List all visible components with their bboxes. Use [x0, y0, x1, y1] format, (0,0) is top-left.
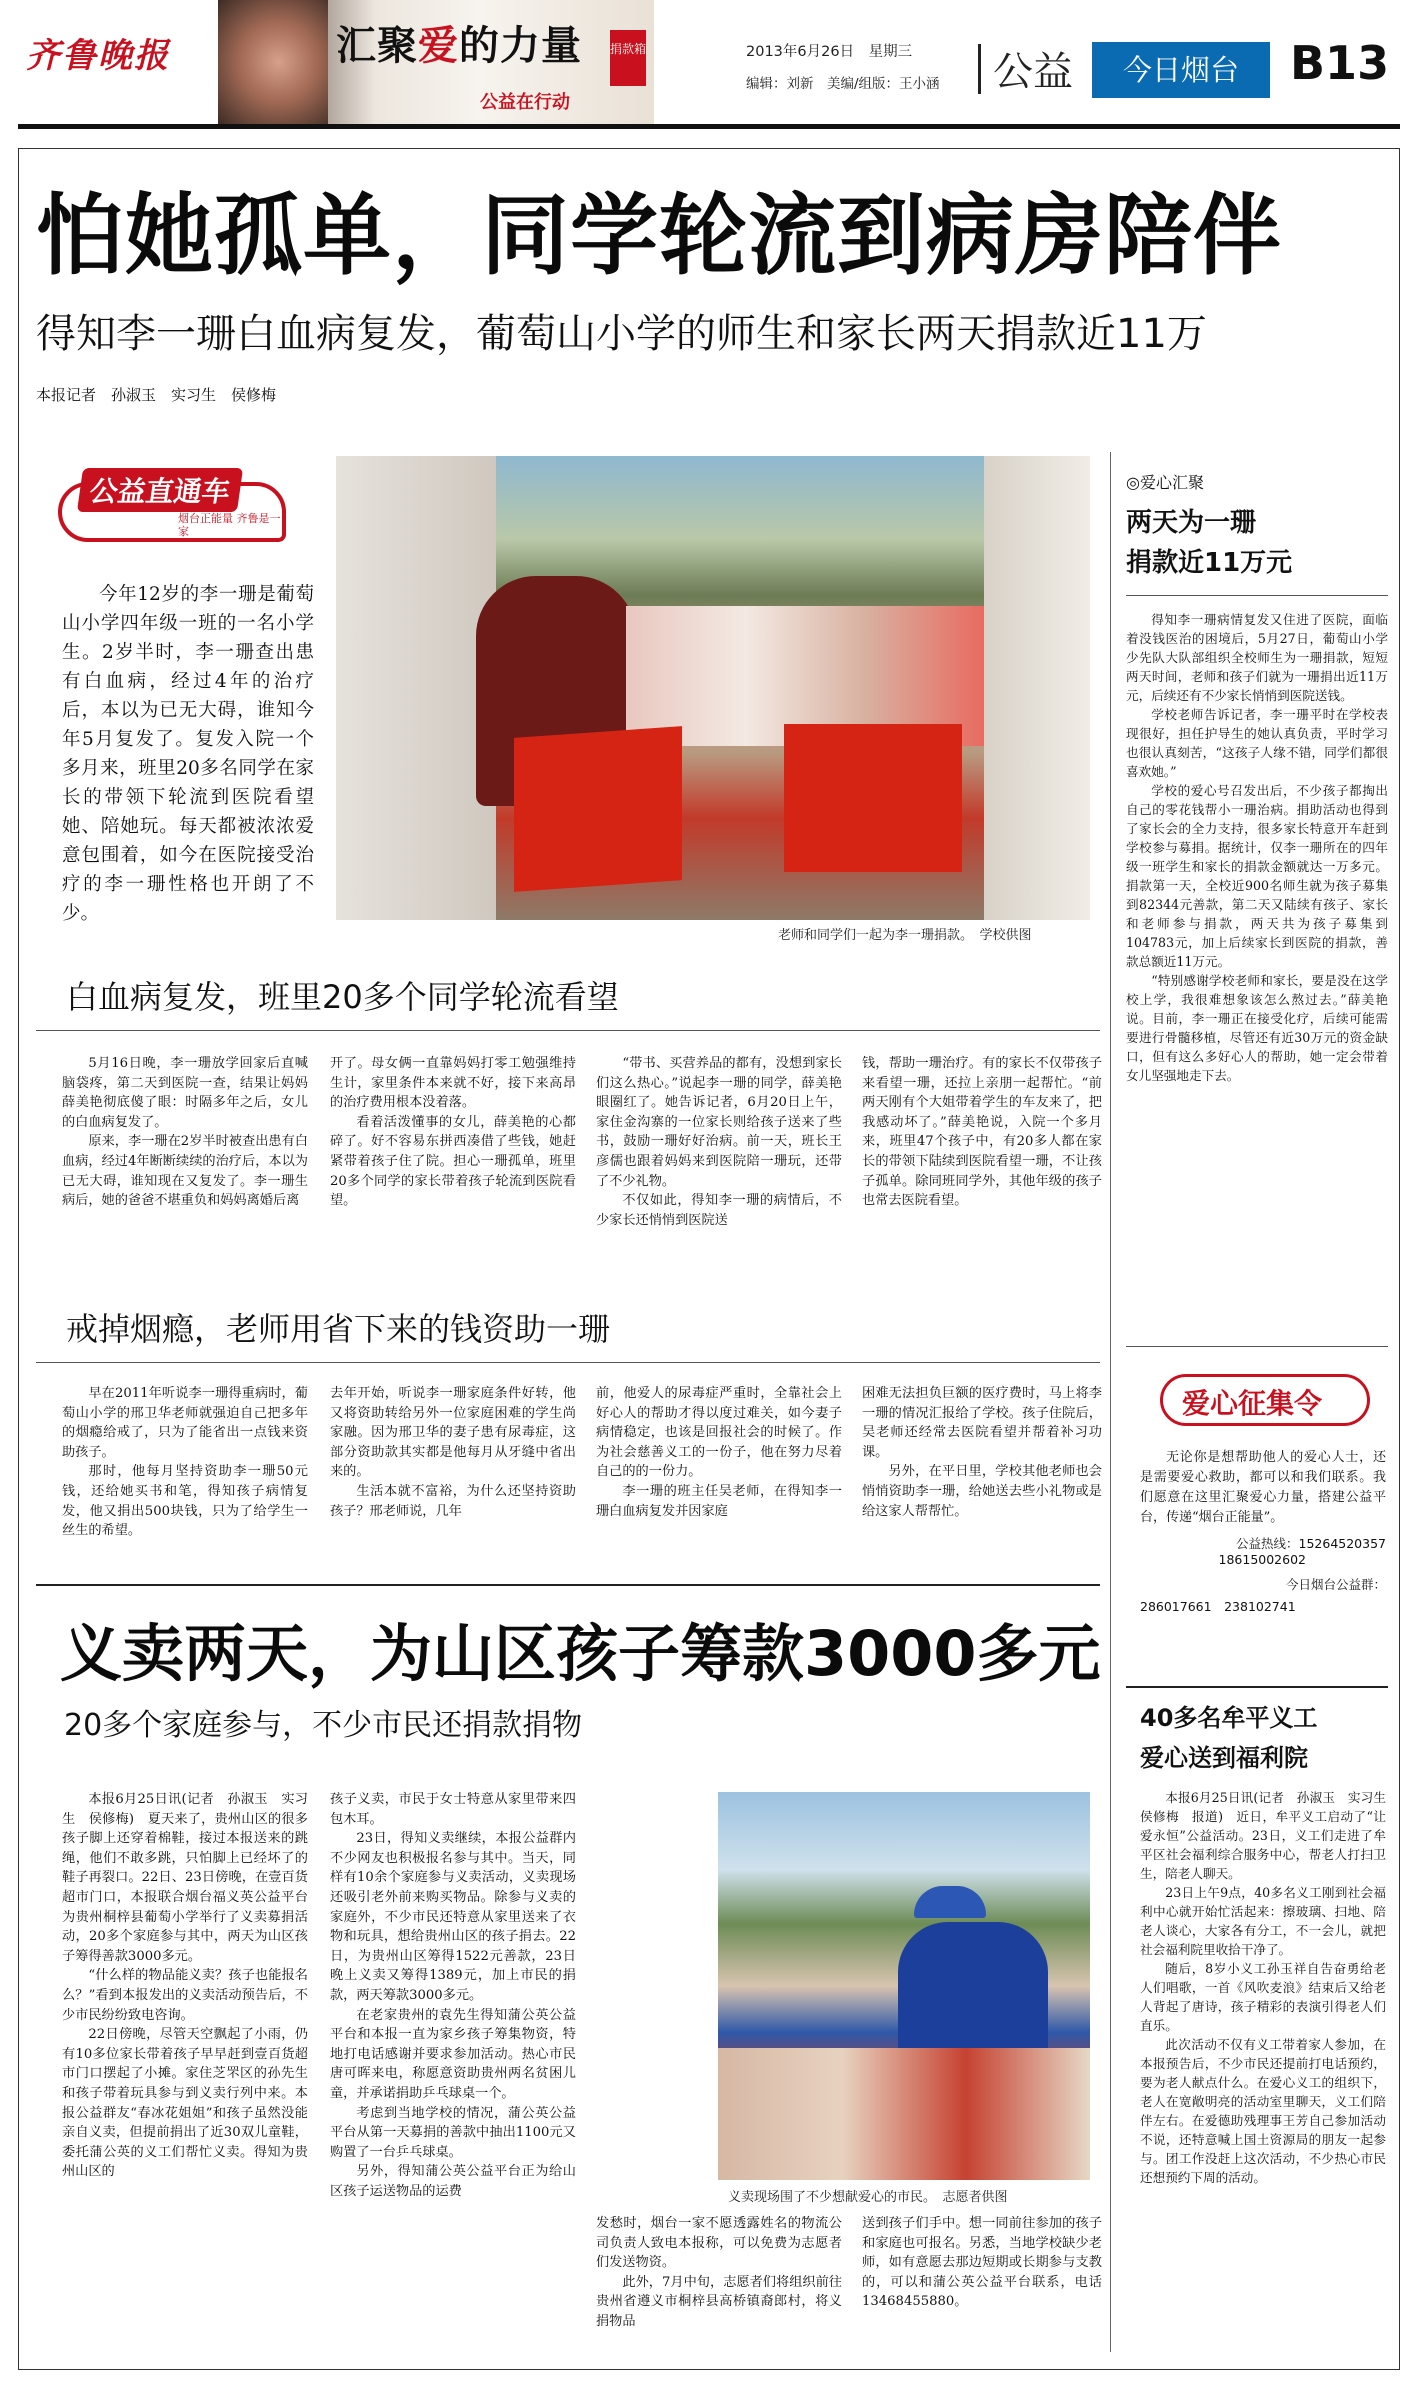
column-logo: [58, 468, 290, 560]
sidebar-bottom: [1140, 1698, 1399, 2328]
sidebar-body: [1126, 610, 1388, 1345]
lead-byline: 本报记者 孙淑玉 实习生 侯修梅: [36, 386, 277, 404]
paragraph: 那时，他每月坚持资助李一珊50元钱，还给她买书和笔，得知孩子病情复发，他又捐出500块钱，只为了给学生一丝生的希望。: [62, 1464, 308, 1539]
banner-image: [218, 0, 654, 124]
photo-sale-table: [718, 2048, 1090, 2180]
sidebar-title: 两天为一珊: [1126, 508, 1257, 538]
paragraph: 5月16日晚，李一珊放学回家后直喊脑袋疼，第二天到医院一查，结果让妈妈薛美艳彻底傻了眼：时隔多年之后，女儿的白血病复发了。: [62, 1056, 308, 1130]
article-column: [62, 1790, 308, 2350]
logo-slogan: 烟台正能量 齐鲁是一家: [178, 512, 281, 538]
article-column: [596, 1054, 842, 1334]
banner-child-photo: [218, 0, 328, 124]
paragraph: 早在2011年听说李一珊得重病时，葡萄山小学的邢卫华老师就强迫自己把多年的烟瘾给戒了，只为了能省出一点钱来资助孩子。: [62, 1386, 308, 1460]
header-rule: [18, 124, 1400, 129]
sidebar-body: [1140, 1788, 1399, 2328]
article-column: [62, 1384, 308, 1564]
paragraph: 22日傍晚，尽管天空飘起了小雨，仍有10多位家长带着孩子早早赶到壹百货超市门口摆起了小摊。家住芝罘区的孙先生和孩子带着玩具参与到义卖行列中来。本报公益群友“春冰花姐姐”和孩子虽然没能亲自义卖，但提前捐出了近30双儿童鞋，委托蒲公英的义工们帮忙义卖。得知为贵州山区的: [62, 2027, 308, 2180]
masthead-logo: 齐鲁晚报: [26, 36, 170, 76]
photo-caption: 老师和同学们一起为李一珊捐款。 学校供图: [778, 928, 1032, 943]
paragraph: 发愁时，烟台一家不愿透露姓名的物流公司负责人致电本报称，可以免费为志愿者们发送物资。: [596, 2216, 842, 2271]
subhead-rule: [36, 1362, 1100, 1363]
lead-subheadline: 得知李一珊白血病复发，葡萄山小学的师生和家长两天捐款近11万: [36, 311, 1207, 357]
paragraph: 另外，得知蒲公英公益平台正为给山区孩子运送物品的运费: [330, 2164, 576, 2199]
article-column: [330, 1054, 576, 1334]
paragraph: 不仅如此，得知李一珊的病情后，不少家长还悄悄到医院送: [596, 1193, 842, 1228]
paragraph: 此次活动不仅有义工带着家人参加，在本报预告后，不少市民还提前打电话预约，要为老人献点什么。在爱心义工的组织下，老人在宽敞明亮的活动室里聊天，义工们陪伴左右。在爱德助残理事王芳自己参加活动不说，还特意喊上国土资源局的朋友一起参与。团工作没赶上这次活动，不少热心市民还想预约下周的活动。: [1140, 2037, 1386, 2185]
sidebar-label: ◎爱心汇聚: [1126, 473, 1204, 492]
banner-title: [336, 14, 582, 71]
charity-sale-photo: [718, 1792, 1090, 2180]
section-subhead: 戒掉烟瘾，老师用省下来的钱资助一珊: [66, 1310, 611, 1348]
paragraph: 困难无法担负巨额的医疗费时，马上将李一珊的情况汇报给了学校。孩子住院后，吴老师还经常去医院看望并帮着补习功课。: [862, 1386, 1102, 1460]
second-subheadline: 20多个家庭参与，不少市民还捐款捐物: [64, 1708, 583, 1743]
photo-caption: 义卖现场围了不少想献爱心的市民。 志愿者供图: [728, 2190, 1008, 2205]
editor-credits: 编辑：刘新 美编/组版：王小涵: [746, 76, 940, 92]
banner-title-part: 汇聚: [336, 22, 418, 69]
sidebar-title: 捐款近11万元: [1126, 548, 1293, 578]
paragraph: 考虑到当地学校的情况，蒲公英公益平台从第一天募捐的善款中抽出1100元又购置了一台乒乓球桌。: [330, 2105, 576, 2160]
sidebar-title: 40多名牟平义工: [1140, 1704, 1318, 1732]
sidebar-divider: [1110, 452, 1111, 2352]
paragraph: “什么样的物品能义卖？孩子也能报名么？”看到本报发出的义卖活动预告后，不少市民纷纷致电咨询。: [62, 1968, 308, 2023]
lead-headline: 怕她孤单，同学轮流到病房陪伴: [36, 184, 1283, 287]
paragraph: 本报6月25日讯(记者 孙淑玉 实习生 侯修梅 报道) 近日，牟平义工启动了“让爱永恒”公益活动。23日，义工们走进了牟平区社会福利综合服务中心，帮老人打扫卫生，陪老人聊天。: [1140, 1790, 1399, 1881]
qq-number: 238102741: [1224, 1599, 1296, 1614]
article-column: [862, 2214, 1102, 2354]
article-column: [596, 1384, 842, 1564]
paragraph: 23日上午9点，40多名义工刚到社会福利中心就开始忙活起来：擦玻璃、扫地、陪老人谈心，大家各有分工，不一会儿，就把社会福利院里收拾干净了。: [1140, 1885, 1386, 1957]
story-divider: [36, 1584, 1100, 1586]
lead-intro: 今年12岁的李一珊是葡萄山小学四年级一班的一名小学生。2岁半时，李一珊查出患有白血病，经过4年的治疗后，本以为已无大碍，谁知今年5月复发了。复发入院一个多月来，班里20多名同学在家长的带领下轮流到医院看望她、陪她玩。每天都被浓浓爱意包围着，如今在医院接受治疗的李一珊性格也开朗了不少。: [62, 584, 314, 924]
banner-subtitle: 公益在行动: [480, 92, 570, 113]
section-name: 公益: [993, 49, 1073, 95]
article-column: [862, 1384, 1102, 1564]
paragraph: 学校的爱心号召发出后，不少孩子都掏出自己的零花钱帮小一珊治病。捐助活动也得到了家长会的全力支持，很多家长特意开车赶到学校参与募捐。据统计，仅李一珊所在的四年级一班学生和家长的捐款金额就达一万多元。捐款第一天，全校近900名师生就为孩子募集到82344元善款，第二天又陆续有孩子、家长和老师参与捐款，两天共为孩子募集到104783元，加上后续家长到医院的捐款，善款总额近11万元。: [1126, 783, 1388, 969]
paragraph: 送到孩子们手中。想一同前往参加的孩子和家庭也可报名。另悉，当地学校缺少老师，如有意愿去那边短期或长期参与支教的，可以和蒲公英公益平台联系，电话13468455880。: [862, 2216, 1102, 2310]
notice-badge: [1160, 1370, 1370, 1430]
section-subhead: 白血病复发，班里20多个同学轮流看望: [66, 978, 619, 1016]
article-column: [62, 1054, 308, 1334]
paragraph: 随后，8岁小义工孙玉祥自告奋勇给老人们唱歌，一首《风吹麦浪》结束后又给老人背起了唐诗，孩子精彩的表演引得老人们直乐。: [1140, 1961, 1386, 2033]
sidebar-rule: [1126, 1346, 1388, 1347]
hotline-number: 15264520357: [1298, 1536, 1386, 1551]
paragraph: 本报6月25日讯(记者 孙淑玉 实习生 侯修梅) 夏天来了，贵州山区的很多孩子脚上还穿着棉鞋，接过本报送来的跳绳，他们不敢多跳，只怕脚上已经坏了的鞋子再裂口。22日、23日傍晚，在壹百货超市门口，本报联合烟台福义英公益平台为贵州桐梓县葡萄小学举行了义卖募捐活动，20多个家庭参与其中，两天为山区孩子筹得善款3000多元。: [62, 1792, 308, 1964]
notice-title: 爱心征集令: [1182, 1387, 1323, 1420]
article-column: [862, 1054, 1102, 1334]
header-divider: [978, 44, 981, 94]
issue-date: 2013年6月26日 星期三: [746, 44, 913, 60]
paragraph: 李一珊的班主任吴老师，在得知李一珊白血病复发并因家庭: [596, 1483, 842, 1519]
hotline: [1140, 1534, 1386, 1552]
logo-title: 公益直通车: [77, 468, 243, 512]
photo-wall: [336, 456, 496, 920]
photo-railing: [984, 456, 1090, 920]
second-headline: 义卖两天，为山区孩子筹款3000多元: [60, 1617, 1101, 1690]
paragraph: “带书、买营养品的都有，没想到家长们这么热心。”说起李一珊的同学，薛美艳眼圈红了。她告诉记者，6月20日上午，家住金沟寨的一位家长则给孩子送来了些书，鼓励一珊好好治病。前一天，班长王彦儒也跟着妈妈来到医院陪一珊玩，还带了不少礼物。: [596, 1056, 842, 1189]
qq-number: 286017661: [1140, 1599, 1212, 1614]
sidebar-rule: [1126, 595, 1388, 596]
page-number: B13: [1290, 36, 1390, 90]
donation-box-icon: 捐款箱: [610, 30, 646, 86]
notice-body: [1140, 1448, 1386, 1615]
article-column: [330, 1384, 576, 1564]
paragraph: 此外，7月中旬，志愿者们将组织前往贵州省遵义市桐梓县高桥镇裔郎村，将义捐物品: [596, 2274, 842, 2329]
qq-group-label: 今日烟台公益群：: [1285, 1577, 1386, 1592]
photo-volunteer-cap: [914, 1886, 986, 1918]
sidebar-top: [1126, 470, 1388, 1345]
paragraph: 看着活泼懂事的女儿，薛美艳的心都碎了。好不容易东拼西凑借了些钱，她赶紧带着孩子住了院。担心一珊孤单，班里20多个同学的家长带着孩子轮流到医院看望。: [330, 1114, 576, 1209]
hotline-number: 18615002602: [1218, 1552, 1306, 1567]
paragraph: 生活本就不富裕，为什么还坚持资助孩子？邢老师说，几年: [330, 1483, 576, 1519]
donation-photo: [336, 456, 1090, 920]
paragraph: 前，他爱人的尿毒症严重时，全靠社会上好心人的帮助才得以度过难关，如今妻子病情稳定，也该是回报社会的时候了。作为社会慈善义工的一份子，他在努力尽着自己的的一份力。: [596, 1386, 842, 1480]
paragraph: 去年开始，听说李一珊家庭条件好转，他又将资助转给另外一位家庭困难的学生尚家融。因为邢卫华的妻子患有尿毒症，这部分资助款其实都是他每月从牙缝中省出来的。: [330, 1386, 576, 1480]
banner-title-love: 爱: [418, 22, 459, 69]
paragraph: 学校老师告诉记者，李一珊平时在学校表现很好，担任护导生的她认真负责，平时学习也很认真刻苦，“这孩子人缘不错，同学们都很喜欢她。”: [1126, 707, 1388, 779]
section-tag: 今日烟台: [1092, 42, 1270, 98]
photo-donation-box: [514, 726, 682, 892]
paragraph: 另外，在平日里，学校其他老师也会悄悄资助李一珊，给她送去些小礼物或是给这家人帮帮忙。: [862, 1464, 1102, 1519]
sidebar-title: 爱心送到福利院: [1140, 1744, 1308, 1772]
paragraph: 原来，李一珊在2岁半时被查出患有白血病，经过4年断断续续的治疗后，本以为已无大碍，谁知现在又复发了。李一珊生病后，她的爸爸不堪重负和妈妈离婚后离: [62, 1134, 308, 1209]
paragraph: 23日，得知义卖继续，本报公益群内不少网友也积极报名参与其中。当天，同样有10余个家庭参与义卖活动，义卖现场还吸引老外前来购买物品。除参与义卖的家庭外，不少市民还特意从家里送来了衣物和玩具，想给贵州山区的孩子捐去。22日，为贵州山区筹得1522元善款，23日晚上义卖又筹得1389元，加上市民的捐款，两天筹款3000多元。: [330, 1831, 576, 2003]
paragraph: “特别感谢学校老师和家长，要是没在这学校上学，我很难想象该怎么熬过去。”薛美艳说。目前，李一珊正在接受化疗，后续可能需要进行骨髓移植，尽管还有近30万元的资金缺口，但有这么多好心人的帮助，她一定会带着女儿坚强地走下去。: [1126, 973, 1388, 1083]
hotline-label: 公益热线：: [1236, 1536, 1299, 1551]
banner-title-part: 的力量: [459, 22, 582, 69]
notice-text: 无论你是想帮助他人的爱心人士，还是需要爱心救助，都可以和我们联系。我们愿意在这里汇聚爱心力量，搭建公益平台，传递“烟台正能量”。: [1140, 1450, 1386, 1525]
sidebar-rule: [1126, 1686, 1388, 1688]
qq-group-numbers: [1140, 1597, 1386, 1615]
article-column: [596, 2214, 842, 2354]
subhead-rule: [36, 1030, 1100, 1031]
paragraph: 得知李一珊病情复发又住进了医院，面临着没钱医治的困境后，5月27日，葡萄山小学少先队大队部组织全校师生为一珊捐款，短短两天时间，老师和孩子们就为一珊捐出近11万元，后续还有不少家长悄悄到医院送钱。: [1126, 612, 1388, 703]
photo-donation-box: [784, 724, 962, 872]
paragraph: 在老家贵州的袁先生得知蒲公英公益平台和本报一直为家乡孩子筹集物资，特地打电话感谢并要求参加活动。热心市民唐可晖来电，称愿意资助贵州两名贫困儿童，并承诺捐助乒乓球桌一个。: [330, 2007, 576, 2101]
paragraph: 孩子义卖，市民于女士特意从家里带来四包木耳。: [330, 1792, 576, 1827]
paragraph: 钱，帮助一珊治疗。有的家长不仅带孩子来看望一珊，还拉上亲朋一起帮忙。“前两天刚有个大姐带着学生的车友来了，把我感动坏了。”薛美艳说，入院一个多月来，班里47个孩子中，有20多人都在家长的带领下陆续到医院看望一珊，不让孩子孤单。除同班同学外，其他年级的孩子也常去医院看望。: [862, 1056, 1102, 1209]
paragraph: 开了。母女俩一直靠妈妈打零工勉强维持生计，家里条件本来就不好，接下来高昂的治疗费用根本没着落。: [330, 1056, 576, 1111]
